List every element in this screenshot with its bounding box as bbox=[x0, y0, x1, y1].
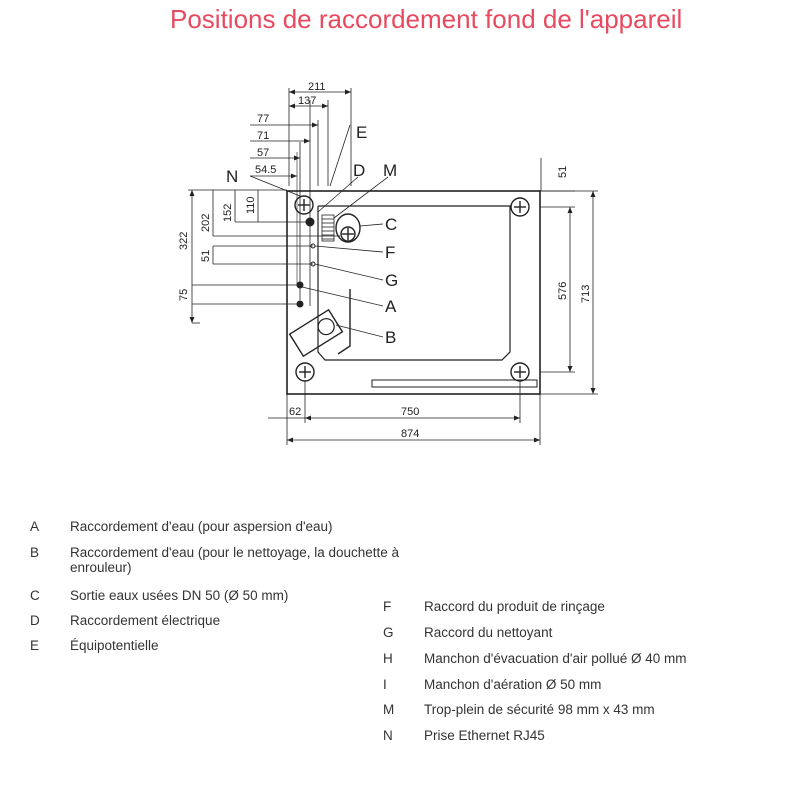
bottom-bar bbox=[372, 380, 537, 387]
dim-71: 71 bbox=[257, 130, 270, 142]
callout-c: C bbox=[385, 215, 398, 234]
legend-text: Trop-plein de sécurité 98 mm x 43 mm bbox=[424, 702, 655, 717]
dim-51-top: 51 bbox=[557, 165, 569, 178]
foot-bottom-left bbox=[296, 363, 314, 381]
callout-f: F bbox=[385, 243, 396, 262]
legend-key: G bbox=[383, 625, 394, 640]
legend-text: Équipotentielle bbox=[70, 638, 159, 653]
hose-reel-box bbox=[290, 310, 343, 356]
legend-key: D bbox=[30, 613, 40, 628]
legend-key: I bbox=[383, 677, 387, 692]
legend-text: Raccord du nettoyant bbox=[424, 625, 553, 640]
callout-a: A bbox=[385, 297, 397, 316]
legend-text: Raccordement électrique bbox=[70, 613, 221, 628]
dim-57: 57 bbox=[257, 147, 270, 159]
foot-bottom-right bbox=[511, 363, 529, 381]
legend-text: Sortie eaux usées DN 50 (Ø 50 mm) bbox=[70, 588, 289, 603]
dim-322: 322 bbox=[178, 231, 190, 250]
inner-tank-outline bbox=[318, 206, 510, 360]
legend-key: B bbox=[30, 545, 40, 560]
legend-text: Manchon d'évacuation d'air pollué Ø 40 mm bbox=[424, 651, 687, 666]
dim-110: 110 bbox=[245, 196, 257, 214]
callout-b: B bbox=[385, 328, 397, 347]
legend-key: M bbox=[383, 702, 395, 717]
legend-text: Prise Ethernet RJ45 bbox=[424, 728, 545, 743]
dim-54-5: 54.5 bbox=[255, 164, 277, 176]
dim-713: 713 bbox=[580, 284, 592, 303]
legend-text: Raccordement d'eau (pour le nettoyage, la douchette à bbox=[70, 545, 400, 560]
foot-top-right bbox=[511, 198, 529, 216]
dim-137: 137 bbox=[298, 95, 317, 107]
dim-75: 75 bbox=[178, 288, 190, 301]
legend-key: C bbox=[30, 588, 40, 603]
dim-51-left: 51 bbox=[200, 249, 212, 262]
legend-key: F bbox=[383, 599, 392, 614]
callout-g: G bbox=[385, 271, 399, 290]
legend-text: Raccordement d'eau (pour aspersion d'eau) bbox=[70, 519, 333, 534]
legend-key: A bbox=[30, 519, 40, 534]
callout-d: D bbox=[353, 161, 366, 180]
callout-e: E bbox=[356, 123, 368, 142]
page-title: Positions de raccordement fond de l'appareil bbox=[170, 4, 683, 34]
legend-key: H bbox=[383, 651, 393, 666]
legend-text-cont: enrouleur) bbox=[70, 560, 132, 575]
dim-202: 202 bbox=[200, 213, 212, 232]
dim-750: 750 bbox=[401, 406, 420, 418]
legend-text: Manchon d'aération Ø 50 mm bbox=[424, 677, 602, 692]
legend-text: Raccord du produit de rinçage bbox=[424, 599, 605, 614]
legend-key: E bbox=[30, 638, 40, 653]
dim-62: 62 bbox=[289, 406, 302, 418]
overflow-m bbox=[322, 215, 334, 241]
callout-m: M bbox=[383, 161, 398, 180]
dim-576: 576 bbox=[557, 281, 569, 300]
dim-874: 874 bbox=[401, 428, 420, 440]
callout-n: N bbox=[226, 167, 239, 186]
outlet-c bbox=[336, 214, 360, 242]
diagonal-element bbox=[338, 289, 350, 354]
dim-77: 77 bbox=[257, 113, 270, 125]
dim-211: 211 bbox=[308, 81, 326, 93]
legend-key: N bbox=[383, 728, 393, 743]
dim-152: 152 bbox=[222, 203, 234, 222]
